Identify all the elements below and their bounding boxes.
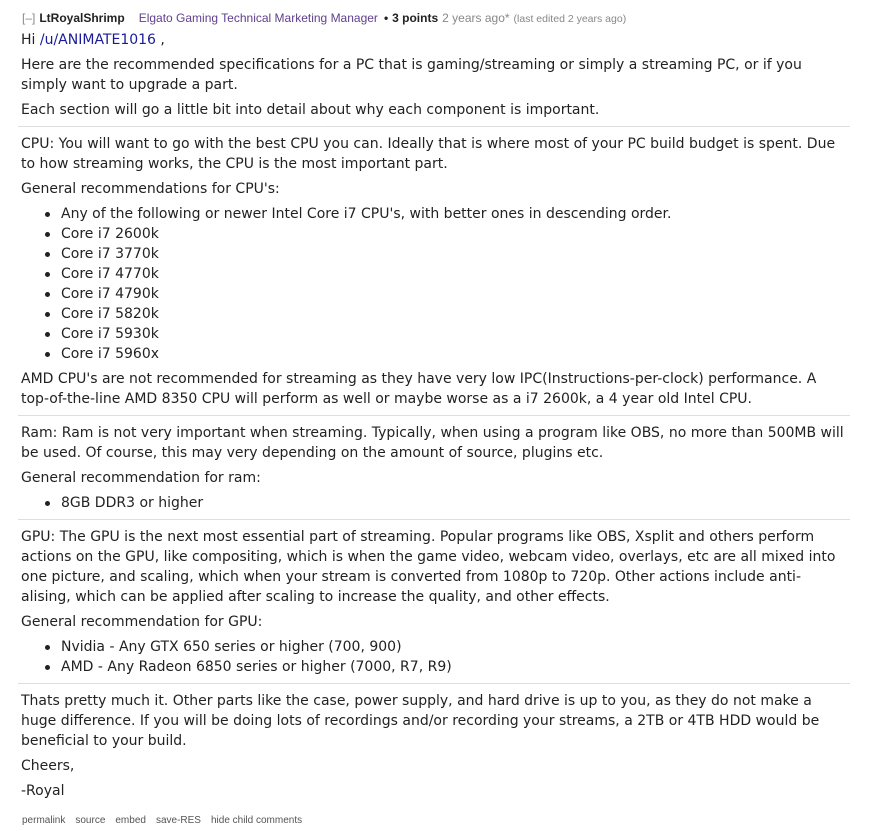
closing-paragraph: Thats pretty much it. Other parts like the case, power supply, and hard drive is up to you, as they do not make a huge difference. If you will be doing lots of recordings and/or recording your streams, a 2TB or 4TB HDD would be beneficial to your build. xyxy=(21,693,820,749)
ram-list xyxy=(21,493,847,513)
timestamp: 2 years ago* xyxy=(442,11,510,25)
score: 3 points xyxy=(392,11,439,25)
intro-detail-paragraph: Each section will go a little bit into detail about why each component is important. xyxy=(21,102,600,118)
intro-paragraph: Here are the recommended specifications for a PC that is gaming/streaming or simply a streaming PC, or if you simply want to upgrade a part. xyxy=(21,57,802,93)
cpu-recommendations-heading: General recommendations for CPU's: xyxy=(21,181,280,197)
cpu-list xyxy=(21,204,847,364)
embed-button[interactable]: embed xyxy=(115,815,146,826)
cheers-line: Cheers, xyxy=(21,758,75,774)
section-divider xyxy=(18,683,850,684)
gpu-list xyxy=(21,637,847,677)
ram-recommendations-heading: General recommendation for ram: xyxy=(21,470,261,486)
gpu-recommendations-heading: General recommendation for GPU: xyxy=(21,614,263,630)
user-flair: Elgato Gaming Technical Marketing Manager xyxy=(138,11,378,25)
section-divider xyxy=(18,415,850,416)
list-item: Core i7 4790k xyxy=(61,284,847,304)
ram-paragraph: Ram: Ram is not very important when streaming. Typically, when using a program like OBS, no more than 500MB will be used. Of course, this may very depending on the amount of source, plugins etc. xyxy=(21,425,844,461)
edited-timestamp: (last edited 2 years ago) xyxy=(513,13,627,25)
list-item: Core i7 5930k xyxy=(61,324,847,344)
section-divider xyxy=(18,519,850,520)
list-item: AMD - Any Radeon 6850 series or higher (7000, R7, R9) xyxy=(61,657,847,677)
list-item: Core i7 2600k xyxy=(61,224,847,244)
list-item: Core i7 5960x xyxy=(61,344,847,364)
list-item: Core i7 3770k xyxy=(61,244,847,264)
bullet-separator: • xyxy=(383,11,389,25)
section-divider xyxy=(18,126,850,127)
comment-tagline xyxy=(22,10,626,26)
gpu-paragraph: GPU: The GPU is the next most essential part of streaming. Popular programs like OBS, Xsplit and others perform actions on the GPU, like compositing, which is when the game video, webcam video, overlays, etc are all mixed into one picture, and scaling, which when your stream is converted from 1080p to 720p. Other actions include anti-alising, which can be applied after scaling to increase the quality, and other effects. xyxy=(21,529,836,605)
greeting-suffix: , xyxy=(155,32,165,48)
hide-child-comments-button[interactable]: hide child comments xyxy=(210,815,303,826)
comment-body xyxy=(21,30,847,806)
list-item: 8GB DDR3 or higher xyxy=(61,493,847,513)
save-button[interactable]: save-RES xyxy=(155,815,201,826)
list-item: Core i7 5820k xyxy=(61,304,847,324)
amd-cpu-paragraph: AMD CPU's are not recommended for streaming as they have very low IPC(Instructions-per-clock) performance. A top-of-the-line AMD 8350 CPU will perform as well or maybe worse as a i7 2600k, a 4 year old Intel CPU. xyxy=(21,371,817,407)
list-item: Nvidia - Any GTX 650 series or higher (700, 900) xyxy=(61,637,847,657)
user-mention-link[interactable]: /u/ANIMATE1016 xyxy=(39,32,156,48)
permalink-button[interactable]: permalink xyxy=(22,815,66,826)
greeting-prefix: Hi xyxy=(21,32,40,48)
list-item: Core i7 4770k xyxy=(61,264,847,284)
greeting-paragraph xyxy=(21,30,847,50)
comment-actions xyxy=(22,815,312,827)
collapse-toggle[interactable]: [–] xyxy=(22,11,36,25)
list-item: Any of the following or newer Intel Core i7 CPU's, with better ones in descending order. xyxy=(61,204,847,224)
signoff-line: -Royal xyxy=(21,783,65,799)
source-button[interactable]: source xyxy=(75,815,106,826)
cpu-paragraph: CPU: You will want to go with the best CPU you can. Ideally that is where most of your PC build budget is spent. Due to how streaming works, the CPU is the most important part. xyxy=(21,136,836,172)
author-link[interactable]: LtRoyalShrimp xyxy=(39,11,125,25)
